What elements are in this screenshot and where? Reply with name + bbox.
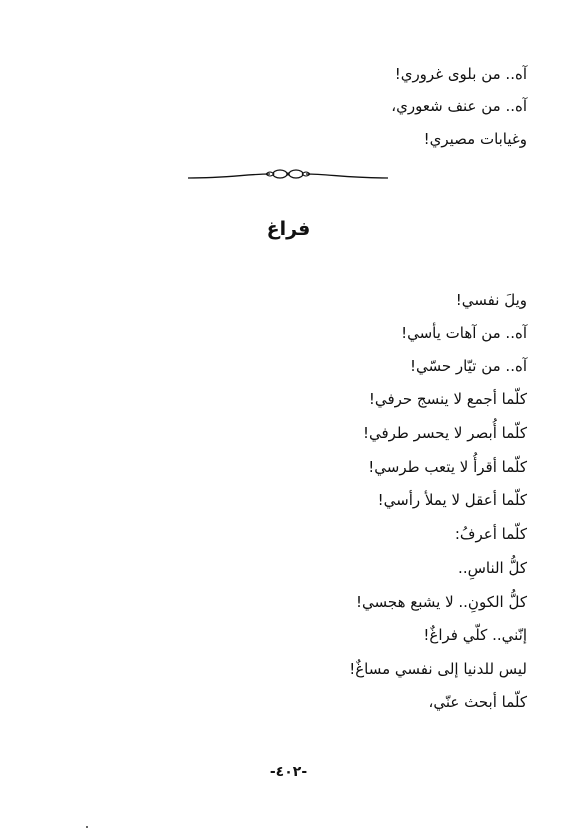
poem-line: ويلَ نفسي! bbox=[455, 291, 527, 309]
poem-line: ليس للدنيا إلى نفسي مساغٌ! bbox=[349, 660, 527, 678]
scan-speck bbox=[86, 826, 88, 828]
verse-line: وغيابات مصيري! bbox=[423, 130, 527, 148]
ornament-divider bbox=[188, 166, 388, 184]
poem-line: كلّما أبحث عنّي، bbox=[428, 693, 527, 711]
poem-line: كلّما أعقل لا يملأ رأسي! bbox=[377, 491, 527, 509]
poem-line: كلُّ الناسِ.. bbox=[458, 559, 527, 577]
poem-line: كلّما أجمع لا ينسج حرفي! bbox=[368, 390, 527, 408]
verse-line: آه.. من بلوى غروري! bbox=[394, 65, 527, 83]
poem-line: آه.. من تيّار حسّي! bbox=[409, 357, 527, 375]
poem-title: فراغ bbox=[266, 218, 311, 240]
poem-line: آه.. من آهات يأسي! bbox=[401, 324, 527, 342]
poem-line: كلّما أعرفُ: bbox=[454, 525, 527, 543]
poem-line: إنّني.. كلّي فراغٌ! bbox=[423, 626, 527, 644]
poem-line: كلّما أقرأُ لا يتعب طرسي! bbox=[368, 458, 527, 476]
verse-line: آه.. من عنف شعوري، bbox=[391, 97, 527, 115]
poem-line: كلُّ الكونِ.. لا يشبع هجسي! bbox=[355, 593, 527, 611]
page-number: -٤٠٢- bbox=[269, 764, 308, 780]
poem-line: كلّما أُبصر لا يحسر طرفي! bbox=[362, 424, 527, 442]
